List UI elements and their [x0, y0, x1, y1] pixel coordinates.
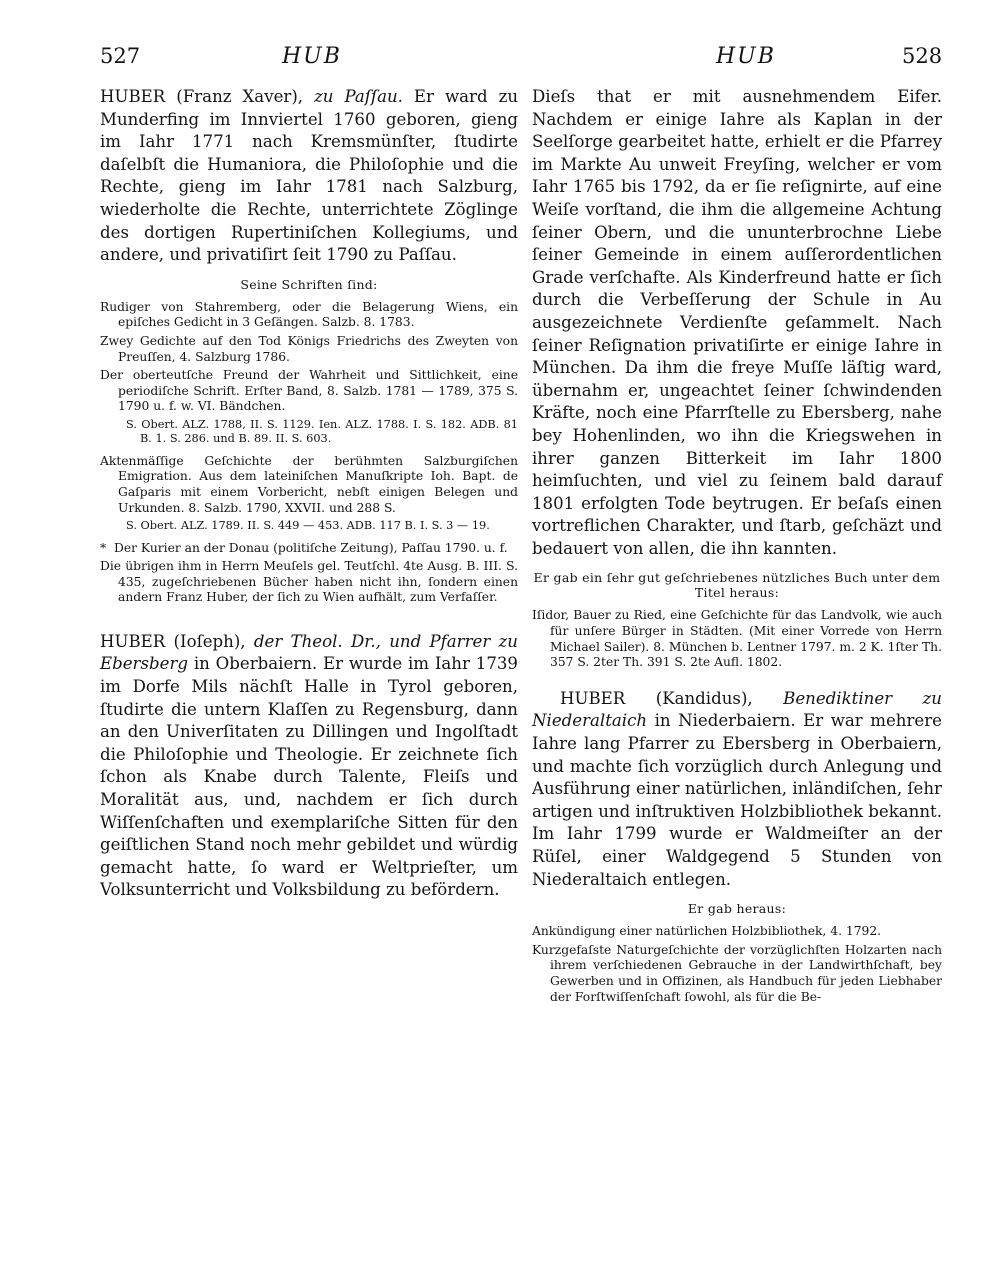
work-item: Kurzgefaſste Naturgeſchichte der vorzüglichſten Holzarten nach ihrem verſchiedenen Gebrauche in der Landwirthſchaft, bey Gewerben und in Offizinen, als Handbuch für jeden Liebhaber der Forſtwiſſenſchaft ſowohl, als für die Be-	[532, 942, 942, 1004]
entry-title: Benediktiner zu Niederaltaich	[532, 688, 942, 731]
work-text: Der Kurier an der Donau (politiſche Zeitung), Paſſau 1790. u. f.	[114, 540, 508, 555]
entry-continuation: Dieſs that er mit ausnehmendem Eifer. Nachdem er einige Iahre als Kaplan in der Seelſorge gearbeitet hatte, erhielt er die Pfarrey im Markte Au unweit Freyſing, welcher er vom Iahr 1765 bis 1792, da er ſie reſignirte, auf eine Weiſe vorſtand, die ihm die allgemeine Achtung ſeiner Obern, und die ununterbrochne Liebe ſeiner Gemeinde in einem auſſerordentlichen Grade verſchafte. Als Kinderfreund hatte er ſich durch die Verbeſſerung der Schule in Au ausgezeichnete Verdienſte geſammelt. Nach ſeiner Reſignation privatiſirte er einige Iahre in München. Da ihm die freye Muſſe läſtig ward, übernahm er, ungeachtet ſeiner ſchwindenden Kräfte, noch eine Pfarrſtelle zu Ebersberg, nahe bey Hohenlinden, wo ihn die Kriegswehen in ihrer ganzen Bitterkeit im Iahr 1800 heimſuchten, und viel zu ſeinem bald darauf 1801 erfolgten Tode beytrugen. Er beſaſs einen vortreflichen Charakter, und ſtarb, geſchäzt und bedauert von allen, die ihn kannten.	[532, 87, 942, 558]
work-item-anonymous	[100, 541, 518, 557]
work-item: Iſidor, Bauer zu Ried, eine Geſchichte für das Landvolk, wie auch für unſere Bürger in Städten. (Mit einer Vorrede von Herrn Michael Sailer). 8. München b. Lentner 1797. m. 2 K. 1ſter Th. 357 S. 2ter Th. 391 S. 2te Aufl. 1802.	[532, 608, 942, 670]
entry-name: HUBER	[100, 87, 166, 106]
asterisk-mark: *	[100, 540, 107, 555]
left-page-number: 527	[100, 44, 141, 68]
work-item: Ankündigung einer natürlichen Holzbibliothek, 4. 1792.	[532, 924, 882, 939]
works-heading: Er gab heraus:	[687, 901, 787, 917]
entry-text: in Oberbaiern. Er wurde im Iahr 1739 im Dorfe Mils nächſt Halle in Tyrol geboren, ſtudirte die untern Klaſſen zu Regensburg, dann an den Univerſitaten zu Dillingen und Ingolſtadt die Philoſophie und Theologie. Er zeichnete ſich ſchon als Knabe durch Talente, Fleiſs und Moralität aus, und, nachdem er ſich durch Wiſſenſchaften und exemplariſche Sitten für den geiſtlichen Stand noch mehr gebildet und würdig gemacht hatte, ſo ward er Weltprieſter, um Volksunterricht und Volksbildung zu befördern.	[100, 654, 518, 900]
left-running-head: HUB	[282, 44, 342, 69]
entry-text: Er ward zu Munderfing im Innviertel 1760 geboren, gieng im Iahr 1771 nach Kremsmünſter, ſtudirte daſelbſt die Humaniora, die Philoſophie und die Rechte, gieng im Iahr 1781 nach Salzburg, wiederholte die Rechte, unterrichtete Zöglinge des dortigen Rupertiniſchen Kollegiums, und andere, und privatiſirt ſeit 1790 zu Paſſau.	[100, 87, 519, 265]
entry-huber-joseph	[100, 631, 518, 902]
work-item: Zwey Gedichte auf den Tod Königs Friedrichs des Zweyten von Preuſſen, 4. Salzburg 1786.	[100, 333, 518, 364]
entry-given-name: (Kandidus),	[655, 688, 784, 708]
entry-given-name: (Ioſeph),	[173, 631, 254, 651]
publication-heading: Er gab ein ſehr gut geſchriebenes nützliches Buch unter dem Titel heraus:	[533, 570, 941, 601]
review-reference: S. Obert. ALZ. 1789. II. S. 449 — 453. ADB. 117 B. I. S. 3 — 19.	[126, 519, 490, 533]
entry-text: in Niederbaiern. Er war mehrere Iahre lang Pfarrer zu Ebersberg in Oberbaiern, und machte ſich vorzüglich durch Anlegung und Ausführung einer natürlichen, inländiſchen, ſehr artigen und inſtruktiven Holzbibliothek bekannt. Im Iahr 1799 wurde er Waldmeiſter an der Rüſel, einer Waldgegend 5 Stunden von Niederaltaich entlegen.	[532, 711, 942, 889]
entry-huber-franz-xaver	[100, 86, 518, 267]
right-page-number: 528	[902, 44, 943, 68]
entry-name: HUBER	[100, 631, 166, 651]
attribution-note: Die übrigen ihm in Herrn Meuſels gel. Teutſchl. 4te Ausg. B. III. S. 435, zugeſchriebenen Bücher haben nicht ihn, ſondern einen andern Franz Huber, der ſich zu Wien aufhält, zum Verfaſſer.	[100, 559, 518, 605]
entry-title: der Theol. Dr., und Pfarrer zu Ebersberg	[100, 631, 518, 674]
work-item: Aktenmäſſige Geſchichte der berühmten Salzburgiſchen Emigration. Aus dem lateiniſchen Manuſkripte Ioh. Bapt. de Gaſparis mit einem Vorbericht, nebſt einigen Belegen und Urkunden. 8. Salzb. 1790, XXVII. und 288 S.	[100, 453, 518, 515]
entry-given-name: (Franz Xaver),	[176, 87, 315, 106]
works-heading: Seine Schriften ſind:	[240, 276, 378, 292]
work-item: Der oberteutſche Freund der Wahrheit und Sittlichkeit, eine periodiſche Schrift. Erſter Band, 8. Salzb. 1781 — 1789, 375 S. 1790 u. f. w. VI. Bändchen.	[100, 368, 518, 414]
right-running-head: HUB	[716, 44, 776, 69]
left-column	[100, 86, 518, 902]
entry-place: zu Paſſau.	[314, 87, 403, 106]
right-column	[532, 86, 942, 1008]
review-reference: S. Obert. ALZ. 1788, II. S. 1129. Ien. ALZ. 1788. I. S. 182. ADB. 81 B. 1. S. 286. und B. 89. II. S. 603.	[126, 417, 518, 446]
work-item: Rudiger von Stahremberg, oder die Belagerung Wiens, ein epiſches Gedicht in 3 Geſängen. Salzb. 8. 1783.	[100, 299, 518, 330]
entry-name: HUBER	[560, 688, 626, 708]
entry-huber-kandidus	[532, 688, 942, 891]
